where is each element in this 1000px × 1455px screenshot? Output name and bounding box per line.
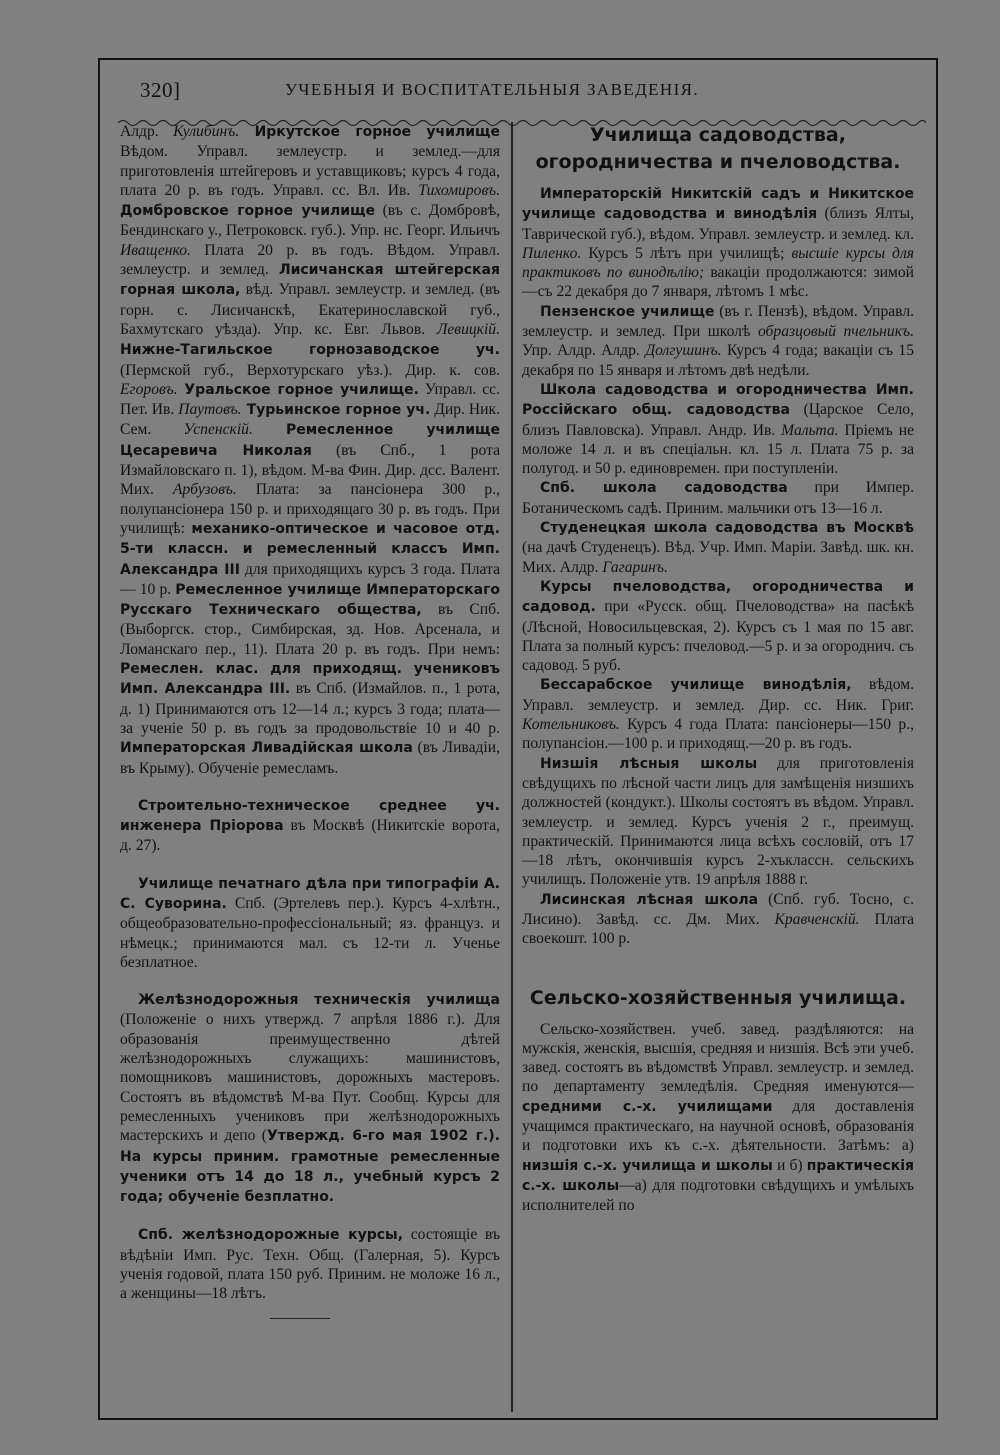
- running-title: УЧЕБНЫЯ И ВОСПИТАТЕЛЬНЫЯ ЗАВЕДЕНІЯ.: [285, 80, 700, 99]
- entry-priorov-school: Строительно-техническое среднее уч. инженера Пріорова въ Москвѣ (Никитскіе ворота, д. 27).: [120, 797, 500, 855]
- entry-agricultural-schools: Сельско-хозяйствен. учеб. завед. раздѣляются: на мужскія, женскія, высшія, средняя и низшія. Всѣ эти учеб. завед. состоятъ въ вѣдомствѣ Управл. землеустр. и землед. по департаменту земледѣлія. Средняя именуются— средними с.-х. училищами для доставленія учащимся практическаго, на научной основѣ, образованія и подготовки ихъ къ с.-х. дѣятельности. Затѣмъ: а) низшія с.-х. училища и школы и б) практическія с.-х. школы—а) для подготовки свѣдущихъ и умѣлыхъ исполнителей по: [522, 1020, 915, 1215]
- section-title-agriculture: Сельско-хозяйственныя училища.: [529, 986, 907, 1009]
- left-column: [120, 122, 500, 1319]
- right-column: [522, 122, 914, 1216]
- entry-spb-railway-courses: Спб. желѣзнодорожные курсы, состоящіе въ вѣдѣніи Имп. Рус. Техн. Общ. (Галерная, 5). Курсъ ученія годовой, плата 150 руб. Приним. не моложе 16 л., а женщины—18 лѣтъ.: [120, 1226, 501, 1303]
- entry-forestry-schools: Низшія лѣсныя школы для приготовленія свѣдущихъ по лѣсной части лицъ для замѣщенія низшихъ должностей (кондукт.). Школы состоятъ въ вѣдом. Управл. землеустр. и землед. Курсъ ученія 2 г., преимущ. практическій. Принимаются лица всѣхъ сословій, отъ 17—18 лѣтъ, окончившія курсъ 2-хъклассн. сельскихъ училищъ. Положеніе утв. 19 апрѣля 1888 г.: [522, 754, 914, 889]
- entry-mining-schools: Алдр. Кулибинъ. Иркутское горное училище Вѣдом. Управл. землеустр. и землед.—для приготовленія штейгеровъ и уставщиковъ; курсъ 4 года, плата 20 р. въ годъ. Управл. сс. Вл. Ив. Тихомировъ. Домбровское горное училище (въ с. Домбровѣ, Бендинскаго у., Петроковск. губ.). Упр. нс. Георг. Ильичъ Иващенко. Плата 20 р. въ годъ. Вѣдом. Управл. землеустр. и землед. Лисичанская штейгерская горная школа, вѣд. Управл. землеустр. и землед. (въ горн. с. Лисичанскѣ, Екатеринославской губ., Бахмутскаго уѣзда). Упр. кс. Евг. Львов. Левицкій. Нижне-Тагильское горнозаводское уч. (Пермской губ., Верхотурскаго уѣз.). Дир. к. сов. Егоровъ. Уральское горное училище. Управл. сс. Пет. Ив. Паутовъ. Турьинское горное уч. Дир. Ник. Сем. Успенскій. Ремесленное училище Цесаревича Николая (въ Спб., 1 рота Измайловскаго п. 1), вѣдом. М-ва Фин. Дир. дсс. Валент. Мих. Арбузовъ. Плата: за пансіонера 300 р., полупансіонера 150 р. и приходящаго 30 р. въ годъ. При училищѣ: механико-оптическое и часовое отд. 5-ти классн. и ремесленный классъ Имп. Александра III для приходящихъ курсъ 3 года. Плата — 10 р. Ремесленное училище Императорскаго Русскаго Техническаго общества, въ Спб. (Выборгск. стор., Симбирская, зд. Нов. Арсенала, и Ломанскаго пер., 11). Плата 20 р. въ годъ. При немъ: Ремеслен. клас. для приходящ. учениковъ Имп. Александра III. въ Спб. (Измайлов. п., 1 рота, д. 1) Принимаются отъ 12—14 л.; курсъ 3 года; плата—за ученіе 50 р. въ годъ за продовольствіе 10 и 40 р. Императорская Ливадійская школа (въ Ливадіи, въ Крыму). Обученіе ремесламъ.: [120, 123, 501, 777]
- page-number: 320]: [140, 78, 181, 102]
- entry-lisino-school: Лисинская лѣсная школа (Спб. губ. Тосно, с. Лисино). Завѣд. сс. Дм. Мих. Кравченскій. Плата своекошт. 100 р.: [522, 890, 914, 948]
- entry-railway-schools: Желѣзнодорожныя техническія училища (Положеніе о нихъ утвержд. 7 апрѣля 1886 г.). Для образованія преимущественно дѣтей желѣзнодорожныхъ служащихъ: машинистовъ, помощниковъ машинистовъ, дорожныхъ мастеровъ. Состоятъ въ вѣдомствѣ М-ва Пут. Сообщ. Курсы для ремесленныхъ учениковъ при желѣзнодорожныхъ мастерскихъ и депо (Утвержд. 6-го мая 1902 г.). На курсы приним. грамотные ремесленные ученики отъ 14 до 18 л., учебный курсъ 2 года; обученіе безплатно.: [120, 992, 500, 1206]
- entry-beekeeping-courses: Курсы пчеловодства, огородничества и садовод. при «Русск. общ. Пчеловодства» на пасѣкѣ (Лѣсной, Новосильцевская, 2). Курсъ съ 1 мая по 15 авг. Плата за полный курсъ: пчеловод.—5 р. и за огороднич. съ садовод. 5 руб.: [522, 578, 914, 675]
- entry-spb-horticulture-school: Спб. школа садоводства при Импер. Ботаническомъ садѣ. Приним. мальчики отъ 13—16 л.: [522, 479, 914, 517]
- entry-suvorin-printing-school: Училище печатнаго дѣла при типографіи А. С. Суворина. Спб. (Эртелевъ пер.). Курсъ 4-хлѣтн., общеобразовательно-профессіональный; яз. француз. и нѣмецк.; принимаются мал. съ 12-ти л. Ученье безплатное.: [120, 875, 500, 971]
- entry-nikitsky-garden: Императорскій Никитскій садъ и Никитское училище садоводства и винодѣлія (близъ Ялты, Таврической губ.), вѣдом. Управл. землеустр. и землед. кл. Пиленко. Курсъ 5 лѣтъ при училищѣ; высшіе курсы для практиковъ по винодѣлію; вакаціи продолжаются: зимой—съ 22 декабря до 7 января, лѣтомъ 1 мѣс.: [522, 186, 914, 301]
- section-title-horticulture: Училища садоводства, огородничества и пчеловодства.: [535, 124, 901, 173]
- entry-bessarabia-school: Бессарабское училище винодѣлія, вѣдом. Управл. землеустр. и землед. Дир. сс. Ник. Григ. Котельниковъ. Курсъ 4 года Плата: пансіонеры—150 р., полупансіон.—100 р. и приходящ.—20 р. въ годъ.: [522, 676, 914, 753]
- page-header: [100, 76, 936, 112]
- entry-tsarskoe-selo-school: Школа садоводства и огородничества Имп. Россійскаго общ. садоводства (Царское Село, близъ Павловска). Управл. Андр. Ив. Мальта. Пріемъ не моложе 14 л. и въ спеціальн. кл. 15 л. Плата 75 р. за полугод. и 50 р. единовремен. при поступленіи.: [522, 381, 914, 478]
- column-divider: [511, 122, 513, 1412]
- book-page: [98, 58, 938, 1420]
- end-rule: [270, 1318, 330, 1320]
- entry-studenets-school: Студенецкая школа садоводства въ Москвѣ (на дачѣ Студенецъ). Вѣд. Учр. Имп. Маріи. Завѣд. шк. кн. Мих. Алдр. Гагаринъ.: [522, 520, 914, 576]
- entry-penza-school: Пензенское училище (въ г. Пензѣ), вѣдом. Управл. землеустр. и землед. При школѣ образцовый пчельникъ. Упр. Алдр. Алдр. Долгушинъ. Курсъ 4 года; вакаціи съ 15 декабря по 15 января и лѣтомъ двѣ недѣли.: [522, 302, 915, 379]
